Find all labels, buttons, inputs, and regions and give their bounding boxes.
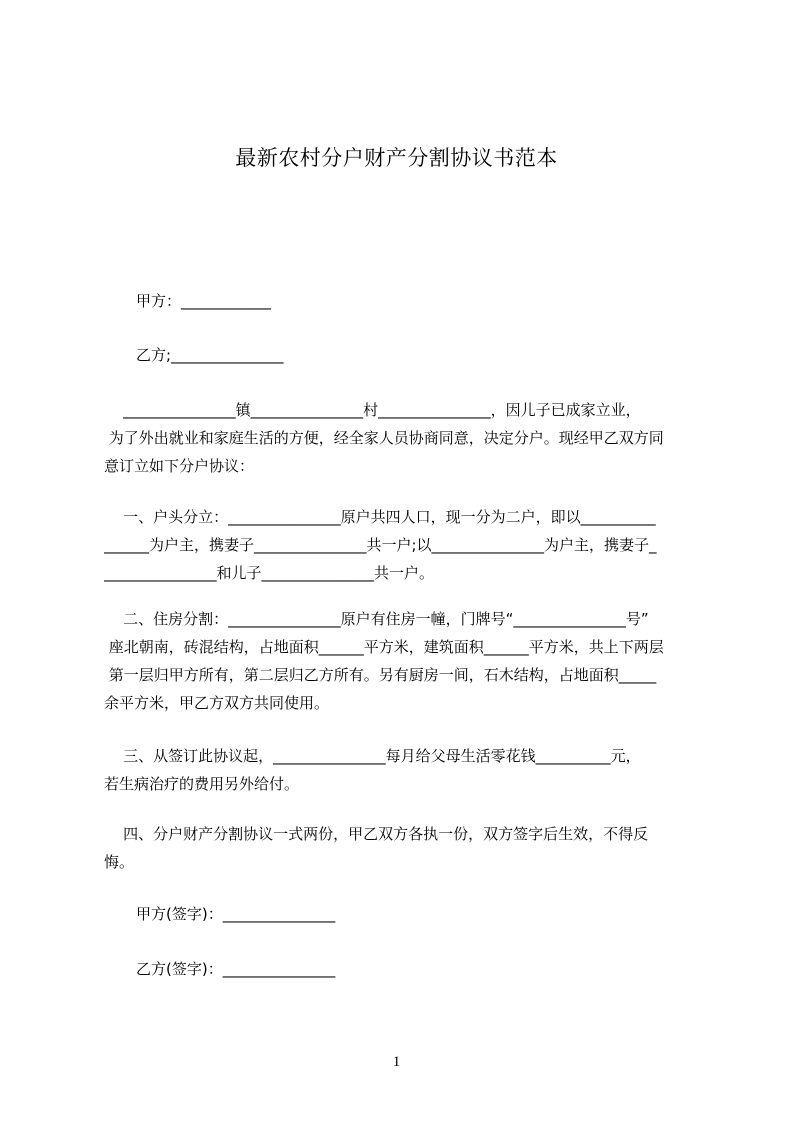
party-a-line: 甲方：____________ <box>136 292 272 310</box>
paragraph-line: 为了外出就业和家庭生活的方便，经全家人员协商同意，决定分户。现经甲乙双方同 <box>104 429 664 447</box>
paragraph-line: 第一层归甲方所有，第二层归乙方所有。另有厨房一间，石木结构，占地面积_____ <box>104 666 657 684</box>
signature-b-line: 乙方(签字)：_______________ <box>136 960 336 978</box>
paragraph-line: 座北朝南，砖混结构，占地面积______平方米，建筑面积______平方米，共上下两层 <box>104 638 664 656</box>
paragraph-line: 悔。 <box>104 853 135 871</box>
page-number: 1 <box>392 1054 401 1070</box>
paragraph-line: 一、户头分立：_______________原户共四人口，现一分为二户，即以__________ <box>104 508 656 526</box>
clause-3-paragraph <box>104 742 700 798</box>
party-b-line: 乙方;_______________ <box>136 346 284 364</box>
paragraph-line: ______为户主，携妻子_______________共一户;以_______________为户主，携妻子_ <box>104 536 657 554</box>
clause-2-paragraph <box>104 605 700 717</box>
clause-4-paragraph <box>104 820 700 876</box>
paragraph-line: 三、从签订此协议起，_______________每月给父母生活零花钱__________元， <box>104 747 641 765</box>
paragraph-line: 二、住房分割：_______________原户有住房一幢，门牌号“_______________号” <box>104 610 649 628</box>
paragraph-line: 四、分户财产分割协议一式两份，甲乙双方各执一份，双方签字后生效，不得反 <box>104 825 649 843</box>
intro-paragraph <box>104 396 700 480</box>
signature-a-line: 甲方(签字)：_______________ <box>136 905 336 923</box>
paragraph-line: _______________和儿子_______________共一户。 <box>104 564 435 582</box>
clause-1-paragraph <box>104 503 700 587</box>
paragraph-line: 余平方米，甲乙方双方共同使用。 <box>104 694 330 712</box>
document-title: 最新农村分户财产分割协议书范本 <box>235 146 558 170</box>
paragraph-line: _______________镇_______________村_______________，因儿子已成家立业， <box>104 401 641 419</box>
paragraph-line: 若生病治疗的费用另外给付。 <box>104 775 300 793</box>
paragraph-line: 意订立如下分户协议： <box>104 457 255 475</box>
